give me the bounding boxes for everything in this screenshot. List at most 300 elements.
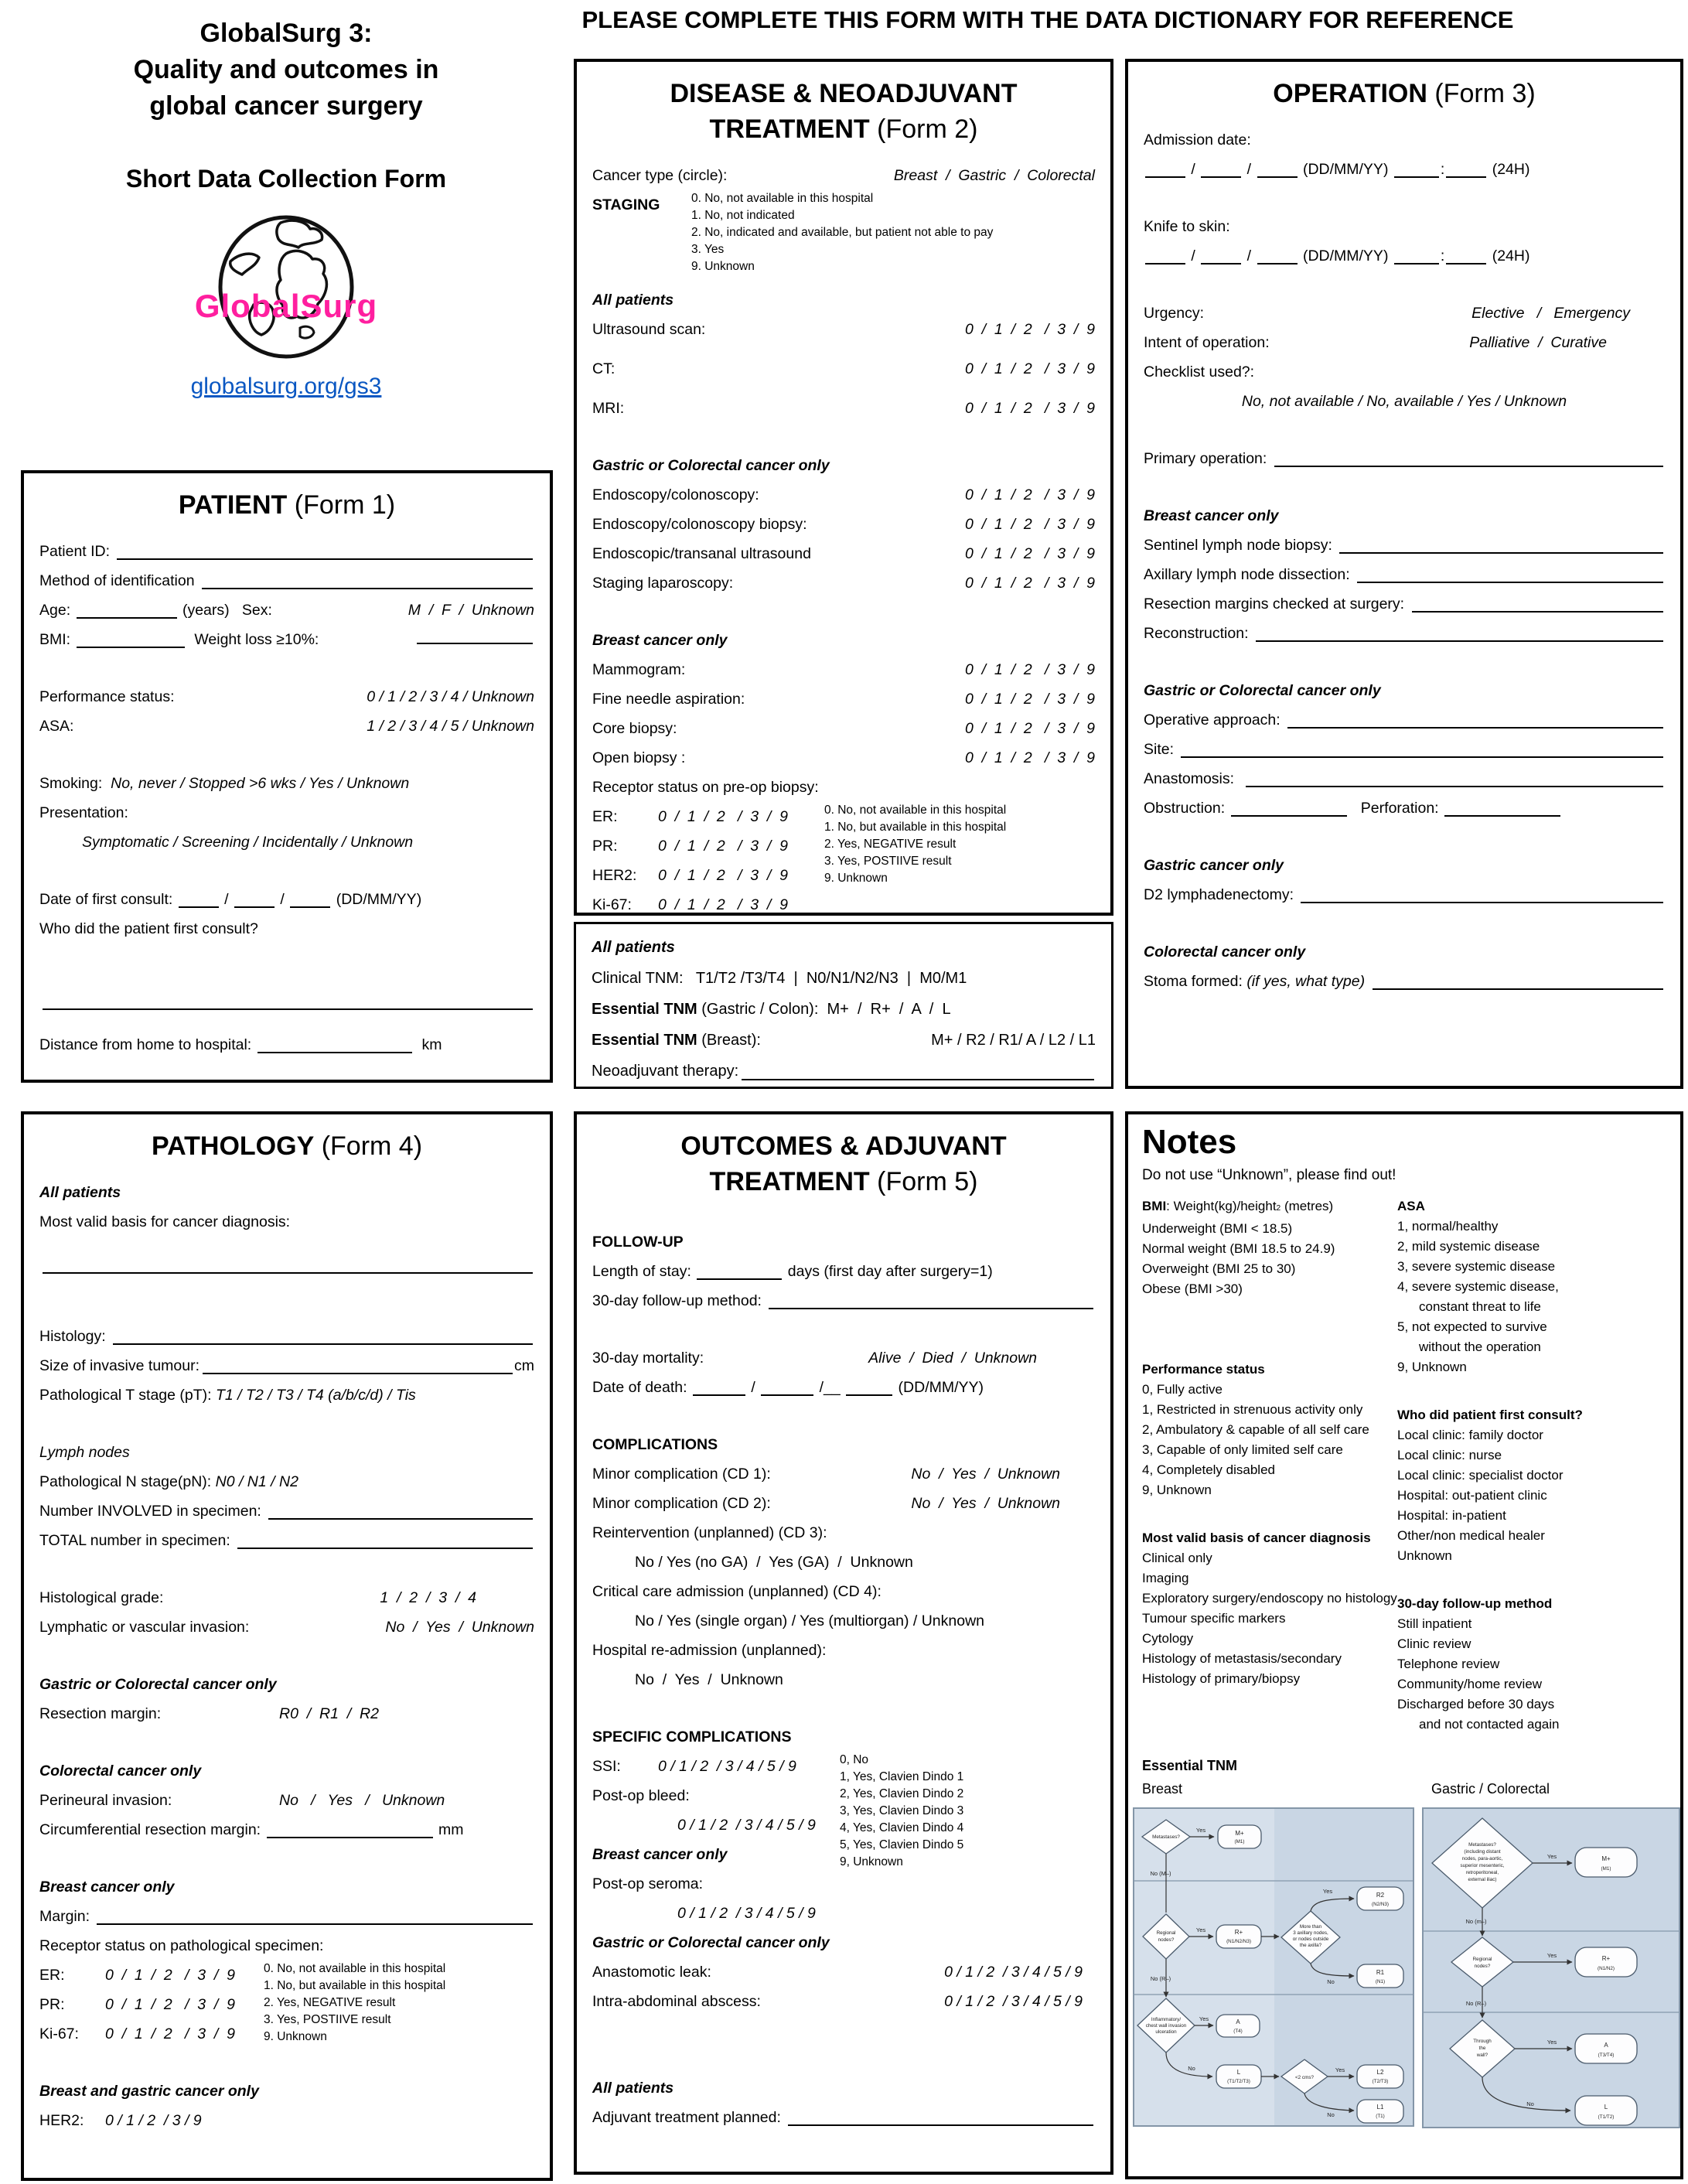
text-segment: Colorectal cancer only (1144, 944, 1306, 961)
text-segment: : (1440, 161, 1445, 178)
text-segment: Obese (BMI >30) (1142, 1281, 1243, 1296)
form-line (592, 2103, 1095, 2132)
form-line (592, 1227, 1095, 1257)
form-line (39, 2077, 534, 2106)
globalsurg-logo (194, 213, 378, 360)
text-segment: Hospital re-admission (unplanned): (592, 1642, 827, 1659)
text-segment: Cancer type (circle): (592, 167, 728, 184)
text-segment: Core biopsy: (592, 720, 677, 737)
form-line (39, 1756, 534, 1786)
form-line (1142, 1629, 1397, 1649)
text-segment: (24H) (1488, 161, 1530, 178)
svg-text:(N1/N2/N3): (N1/N2/N3) (1226, 1939, 1251, 1944)
form-line (1142, 1480, 1397, 1500)
patient-form-panel (21, 470, 553, 1083)
text-segment: 0, No (840, 1753, 869, 1766)
form-line (1142, 1649, 1397, 1669)
form-line (592, 161, 1095, 190)
form-line (264, 1960, 534, 1978)
text-segment: No / Yes / Unknown (911, 1495, 1060, 1512)
study-title-line2: Quality and outcomes in (133, 55, 439, 84)
form-line (592, 539, 1095, 568)
text-segment: Breast cancer only (39, 1879, 175, 1896)
form-line (592, 1636, 1095, 1665)
form-line (39, 1380, 534, 1410)
text-segment: Gastric or Colorectal cancer only (39, 1676, 277, 1693)
blank-field (788, 2117, 1093, 2126)
svg-text:(T3/T4): (T3/T4) (1598, 2053, 1615, 2058)
blank-field (1444, 807, 1560, 817)
text-segment: 30-day follow-up method (1397, 1596, 1553, 1611)
text-segment: M+ / R2 / R1/ A / L2 / L1 (931, 1032, 1096, 1049)
text-segment: Most valid basis for cancer diagnosis: (39, 1213, 291, 1230)
text-segment: D2 lymphadenectomy: (1144, 886, 1298, 903)
text-segment: Age: (39, 602, 75, 619)
form-line (592, 1781, 840, 1810)
text-segment: Gastric cancer only (1144, 857, 1284, 874)
text-segment: / (276, 891, 289, 908)
blank-field (417, 635, 533, 644)
svg-text:Metastases?: Metastases? (1152, 1834, 1180, 1840)
text-segment: (Gastric / Colon): M+ / R+ / A / L (697, 1001, 951, 1018)
form-line (1397, 1445, 1666, 1466)
form-line (39, 2106, 534, 2135)
text-segment: Underweight (BMI < 18.5) (1142, 1221, 1293, 1236)
text-segment: Breast cancer only (592, 1846, 728, 1863)
text-segment: Performance status: (39, 688, 175, 705)
text-segment: Colorectal cancer only (39, 1763, 202, 1780)
text-segment: Mammogram: (592, 661, 686, 678)
svg-text:(M1): (M1) (1234, 1839, 1245, 1844)
form-line (1144, 501, 1665, 531)
text-segment: Performance status (1142, 1362, 1265, 1377)
text-segment: Urgency: (1144, 305, 1205, 322)
form-line (39, 1612, 534, 1642)
text-segment: 1, Yes, Clavien Dindo 1 (840, 1770, 964, 1783)
text-segment: MRI: (592, 400, 625, 417)
outcomes-form-title: OUTCOMES & ADJUVANT TREATMENT (Form 5) (680, 1131, 1007, 1196)
form-line (39, 1207, 534, 1237)
text-segment: Unknown (1397, 1548, 1452, 1563)
text-segment: Histology of metastasis/secondary (1142, 1651, 1342, 1666)
form-line (39, 769, 534, 798)
form-line (824, 819, 1095, 836)
form-line (592, 451, 1095, 480)
text-segment: Site: (1144, 741, 1178, 758)
form-line (592, 1722, 1095, 1752)
blank-field (1201, 169, 1241, 178)
form-line (39, 2019, 264, 2049)
blank-field (202, 580, 533, 589)
text-segment: Distance from home to hospital: (39, 1036, 256, 1053)
svg-text:No (R–): No (R–) (1465, 2000, 1487, 2007)
text-segment: 3, Capable of only limited self care (1142, 1442, 1343, 1457)
form-line (840, 1820, 1095, 1837)
text-segment: Primary operation: (1144, 450, 1271, 467)
form-line (39, 1322, 534, 1351)
svg-text:ulceration: ulceration (1155, 2029, 1177, 2035)
text-segment: Smoking: (39, 775, 111, 792)
globe-icon (209, 213, 363, 360)
svg-text:No (R–): No (R–) (1150, 1975, 1171, 1982)
text-segment: Palliative / Curative (1469, 334, 1607, 351)
text-segment: ER: (39, 1967, 65, 1984)
text-segment: 9, Unknown (1142, 1483, 1212, 1497)
svg-text:chest wall invasion: chest wall invasion (1145, 2023, 1187, 2029)
study-title (31, 15, 541, 125)
svg-text:No (m–): No (m–) (1465, 1918, 1487, 1925)
text-segment: Histology of primary/biopsy (1142, 1671, 1301, 1686)
study-title-line3: global cancer surgery (149, 91, 423, 121)
text-segment: Normal weight (BMI 18.5 to 24.9) (1142, 1241, 1335, 1256)
notes-panel (1125, 1111, 1683, 2179)
text-segment: Hospital: out-patient clinic (1397, 1488, 1547, 1503)
text-segment: No, not available / No, available / Yes / Unknown (1241, 393, 1567, 410)
disease-neoadjuvant-form-panel (574, 59, 1113, 916)
text-segment: without the operation (1419, 1339, 1541, 1354)
text-segment: Operative approach: (1144, 712, 1285, 729)
svg-text:Metastases?: Metastases? (1468, 1842, 1496, 1848)
svg-text:(N1): (N1) (1375, 1979, 1386, 1984)
text-segment: No / Yes / Unknown (279, 1792, 445, 1809)
text-segment: 3, severe systemic disease (1397, 1259, 1556, 1274)
form-line (264, 1978, 534, 1995)
text-segment: N0 / N1 / N2 (215, 1473, 298, 1490)
form-line (592, 285, 1095, 315)
svg-text:L1: L1 (1376, 2104, 1384, 2111)
text-segment: Sentinel lymph node biopsy: (1144, 537, 1337, 554)
text-segment: 0. No, not available in this hospital (691, 192, 874, 205)
text-segment: Overweight (BMI 25 to 30) (1142, 1261, 1296, 1276)
text-segment: (years) Sex: (178, 602, 272, 619)
blank-field (742, 1071, 1094, 1080)
essential-tnm-heading: Essential TNM (1142, 1758, 1238, 1773)
form-line (592, 1840, 840, 1869)
form-line (592, 315, 1095, 344)
form-line (1144, 676, 1665, 705)
svg-text:No: No (1526, 2100, 1534, 2107)
form-line (39, 537, 534, 566)
form-line (264, 1995, 534, 2012)
form-line (1397, 1405, 1666, 1425)
text-segment: No / Yes (single organ) / Yes (multiorgan) / Unknown (635, 1612, 984, 1629)
text-segment: BMI: (39, 631, 75, 648)
text-segment: 0 / 1 / 2 / 3 / 9 (105, 2025, 235, 2042)
blank-field (77, 609, 177, 619)
text-segment: TOTAL number in specimen: (39, 1532, 235, 1549)
text-segment: cm (514, 1357, 534, 1374)
text-segment: Clinical TNM: T1/T2 /T3/T4 | N0/N1/N2/N3 | M0/M1 (592, 970, 967, 987)
form-line (39, 712, 534, 741)
text-segment: Ultrasound scan: (592, 321, 706, 338)
text-segment: (if yes, what type) (1246, 973, 1369, 990)
text-segment: / (1187, 161, 1200, 178)
text-segment: 9. Unknown (264, 2030, 327, 2043)
text-segment: 1. No, not indicated (691, 209, 795, 222)
text-segment: / (1243, 247, 1256, 264)
form-line (1397, 1506, 1666, 1526)
form-line (39, 1990, 264, 2019)
text-segment: COMPLICATIONS (592, 1436, 718, 1453)
text-segment: Essential TNM (592, 1032, 697, 1049)
text-segment: Histological grade: (39, 1589, 164, 1606)
text-segment: 2. Yes, NEGATIVE result (264, 1996, 396, 2009)
blank-field (693, 1387, 745, 1396)
form-line (840, 1769, 1095, 1786)
form-line (1144, 764, 1665, 793)
form-line (1144, 705, 1665, 735)
form-line (840, 1803, 1095, 1820)
form-line (39, 1786, 534, 1815)
text-segment: No / Yes (no GA) / Yes (GA) / Unknown (635, 1554, 913, 1571)
form-line (1144, 444, 1665, 473)
text-segment: 0 / 1 / 2 / 3 / 9 (658, 867, 788, 884)
text-segment: 3. Yes, POSTIIVE result (264, 2013, 391, 2026)
text-segment: PR: (39, 1996, 65, 2013)
svg-text:No: No (1327, 1978, 1335, 1985)
operation-form-panel (1125, 59, 1683, 1089)
text-segment: Ki-67: (39, 2025, 79, 2042)
text-segment: Patient ID: (39, 543, 114, 560)
text-segment: Reconstruction: (1144, 625, 1253, 642)
text-segment: SSI: (592, 1758, 621, 1775)
form-line (1142, 1259, 1397, 1279)
text-segment: ER: (592, 808, 618, 825)
form-line (1142, 1380, 1397, 1400)
text-segment: 0 / 1 / 2 / 3 / 9 (965, 575, 1095, 592)
text-segment: Reintervention (unplanned) (CD 3): (592, 1524, 827, 1541)
svg-text:superior mesenteric,: superior mesenteric, (1460, 1863, 1505, 1868)
form-line (1144, 619, 1665, 648)
text-segment: 1 / 2 / 3 / 4 (380, 1589, 476, 1606)
two-column-block (39, 1960, 534, 2049)
form-line (39, 1815, 534, 1844)
form-line (39, 566, 534, 595)
svg-text:A: A (1604, 2042, 1608, 2049)
svg-text:(T2/T3): (T2/T3) (1372, 2079, 1389, 2084)
text-segment: 0 / 1 / 2 / 3 / 9 (105, 1996, 235, 2013)
form-line (592, 831, 824, 861)
form-line (592, 190, 691, 220)
text-segment: Imaging (1142, 1571, 1189, 1585)
form-line (1144, 155, 1665, 184)
form-line (592, 802, 824, 831)
text-segment: Essential TNM (592, 1001, 697, 1018)
text-segment: Symptomatic / Screening / Incidentally / Unknown (82, 834, 414, 851)
blank-field (846, 1387, 892, 1396)
blank-field (761, 1387, 813, 1396)
text-segment: 4, Completely disabled (1142, 1462, 1275, 1477)
svg-text:(T4): (T4) (1233, 2029, 1243, 2034)
svg-text:nodes?: nodes? (1474, 1964, 1491, 1969)
text-segment: km (413, 1036, 442, 1053)
blank-field (1339, 544, 1663, 554)
text-segment: 1. No, but available in this hospital (264, 1979, 446, 1992)
text-segment: 0 / 1 / 2 / 3 / 9 (965, 321, 1095, 338)
text-segment: STAGING (592, 196, 660, 213)
form-line (1144, 328, 1665, 357)
form-line (824, 853, 1095, 870)
text-segment: Endoscopy/colonoscopy: (592, 486, 759, 503)
text-segment: Alive / Died / Unknown (868, 1350, 1037, 1367)
text-segment: 0 / 1 / 2 / 3 / 9 (965, 749, 1095, 766)
blank-field (203, 1365, 513, 1374)
form-line (691, 241, 993, 258)
text-segment: Presentation: (39, 804, 128, 821)
blank-field (1301, 894, 1663, 903)
text-segment: 1, Restricted in strenuous activity only (1142, 1402, 1363, 1417)
form-line (39, 625, 534, 654)
form-line (1397, 1674, 1666, 1694)
text-segment: : Weight(kg)/height (1166, 1199, 1277, 1213)
form-line (1144, 880, 1665, 909)
disease-form-title: DISEASE & NEOADJUVANT TREATMENT (Form 2) (670, 79, 1018, 144)
text-segment: R0 / R1 / R2 (279, 1705, 379, 1722)
form-line (592, 1343, 1095, 1373)
text-segment: Telephone review (1397, 1657, 1500, 1671)
form-line (592, 773, 1095, 802)
breast-flowchart-label: Breast (1142, 1781, 1183, 1797)
form-line (1142, 1420, 1397, 1440)
text-segment: / (1187, 247, 1200, 264)
text-segment: Number INVOLVED in specimen: (39, 1503, 266, 1520)
form-line (1144, 212, 1665, 241)
form-line (1397, 1357, 1666, 1377)
text-segment: 0 / 1 / 2 / 3 / 9 (965, 691, 1095, 708)
form-line (592, 510, 1095, 539)
text-segment: 4, Yes, Clavien Dindo 4 (840, 1821, 964, 1834)
blank-field (1257, 255, 1298, 264)
brand-block (31, 15, 541, 400)
blank-field (113, 1336, 533, 1345)
svg-text:No: No (1188, 2065, 1195, 2072)
form-line (592, 1606, 1095, 1636)
text-segment: ASA (1397, 1199, 1425, 1213)
form-line (39, 798, 534, 828)
form-line (39, 1960, 264, 1990)
blank-field (1394, 169, 1439, 178)
form-line (824, 802, 1095, 819)
text-segment: Most valid basis of cancer diagnosis (1142, 1531, 1371, 1545)
text-segment: and not contacted again (1419, 1717, 1560, 1732)
form-line (592, 626, 1095, 655)
text-segment: FOLLOW-UP (592, 1234, 684, 1251)
text-segment: Local clinic: family doctor (1397, 1428, 1543, 1442)
form-line (39, 885, 534, 914)
form-line (39, 682, 534, 712)
svg-text:external iliac): external iliac) (1468, 1877, 1497, 1882)
tnm-subpanel (574, 922, 1113, 1089)
svg-text:Yes: Yes (1195, 1827, 1206, 1834)
notes-subtitle: Do not use “Unknown”, please find out! (1142, 1167, 1396, 1183)
svg-text:(N1/N2): (N1/N2) (1597, 1966, 1615, 1971)
form-line (1144, 851, 1665, 880)
blank-field (769, 1300, 1093, 1309)
text-segment: No / Yes / Unknown (911, 1466, 1060, 1483)
form-line (592, 2073, 1095, 2103)
form-line (1397, 1614, 1666, 1634)
notes-left-column (1142, 1196, 1397, 1735)
form-line (39, 1670, 534, 1699)
text-segment: Clinic review (1397, 1636, 1471, 1651)
svg-text:No (M–): No (M–) (1150, 1870, 1171, 1877)
text-segment: Cytology (1142, 1631, 1194, 1646)
text-segment: Post-op bleed: (592, 1787, 690, 1804)
text-segment: 0 / 1 / 2 / 3 / 9 (965, 720, 1095, 737)
form-line (1397, 1466, 1666, 1486)
text-segment: 3. Yes (691, 243, 725, 256)
text-segment: Discharged before 30 days (1397, 1697, 1555, 1711)
text-segment: All patients (592, 292, 674, 309)
text-segment: Gastric or Colorectal cancer only (1144, 682, 1381, 699)
form-line (592, 714, 1095, 743)
text-segment: (DD/MM/YY) (332, 891, 422, 908)
text-segment: Method of identification (39, 572, 199, 589)
form-line (1144, 387, 1665, 416)
text-segment: Resection margins checked at surgery: (1144, 595, 1409, 613)
form-line (39, 1030, 534, 1060)
text-segment: 0 / 1 / 2 / 3 / 9 (105, 2112, 202, 2129)
text-segment: Breast / Gastric / Colorectal (893, 167, 1095, 184)
svg-text:nodes?: nodes? (1158, 1937, 1175, 1943)
text-segment: Admission date: (1144, 131, 1251, 148)
svg-text:Yes: Yes (1546, 1853, 1557, 1860)
text-segment: Gastric or Colorectal cancer only (592, 1934, 830, 1951)
form-line (1144, 357, 1665, 387)
form-line (592, 743, 1095, 773)
blank-field (237, 1540, 533, 1549)
globalsurg-link[interactable]: globalsurg.org/gs3 (190, 374, 382, 399)
text-segment: Gastric or Colorectal cancer only (592, 457, 830, 474)
form-line (824, 870, 1095, 887)
blank-field (1412, 603, 1664, 613)
breast-tnm-flowchart (1133, 1807, 1414, 2127)
text-segment: days (first day after surgery=1) (783, 1263, 993, 1280)
text-segment: 0 / 1 / 2 / 3 / 9 (965, 360, 1095, 377)
text-segment: constant threat to life (1419, 1299, 1541, 1314)
text-segment: 5, not expected to survive (1397, 1319, 1547, 1334)
header-instruction: PLEASE COMPLETE THIS FORM WITH THE DATA DICTIONARY FOR REFERENCE (581, 6, 1514, 33)
svg-text:No: No (1327, 2111, 1335, 2118)
form-line (1142, 1548, 1397, 1568)
form-line (592, 394, 1095, 423)
text-segment: Breast cancer only (592, 632, 728, 649)
text-segment: All patients (39, 1184, 121, 1201)
text-segment: 0 / 1 / 2 / 3 / 9 (965, 516, 1095, 533)
svg-text:the axilla?: the axilla? (1299, 1943, 1322, 1948)
form-line (1144, 299, 1665, 328)
blank-field (1145, 169, 1185, 178)
form-line (691, 224, 993, 241)
text-segment: 0 / 1 / 2 / 3 / 9 (965, 486, 1095, 503)
svg-text:A: A (1236, 2018, 1240, 2025)
form-line (592, 1810, 840, 1840)
blank-field (1446, 169, 1486, 178)
svg-text:<2 cms?: <2 cms? (1295, 2075, 1314, 2080)
blank-field (268, 1510, 533, 1520)
text-segment: (24H) (1488, 247, 1530, 264)
outcomes-form-panel (574, 1111, 1113, 2175)
text-segment: Stoma formed: (1144, 973, 1247, 990)
text-segment: SPECIFIC COMPLICATIONS (592, 1728, 792, 1745)
form-line (592, 890, 824, 920)
svg-text:L2: L2 (1376, 2069, 1384, 2076)
form-line (39, 1583, 534, 1612)
blank-field (43, 1264, 533, 1274)
form-line (1142, 1460, 1397, 1480)
text-segment: 0 / 1 / 2 / 3 / 4 / 5 / 9 (944, 1964, 1083, 1981)
text-segment: 0 / 1 / 2 / 3 / 9 (658, 838, 788, 855)
